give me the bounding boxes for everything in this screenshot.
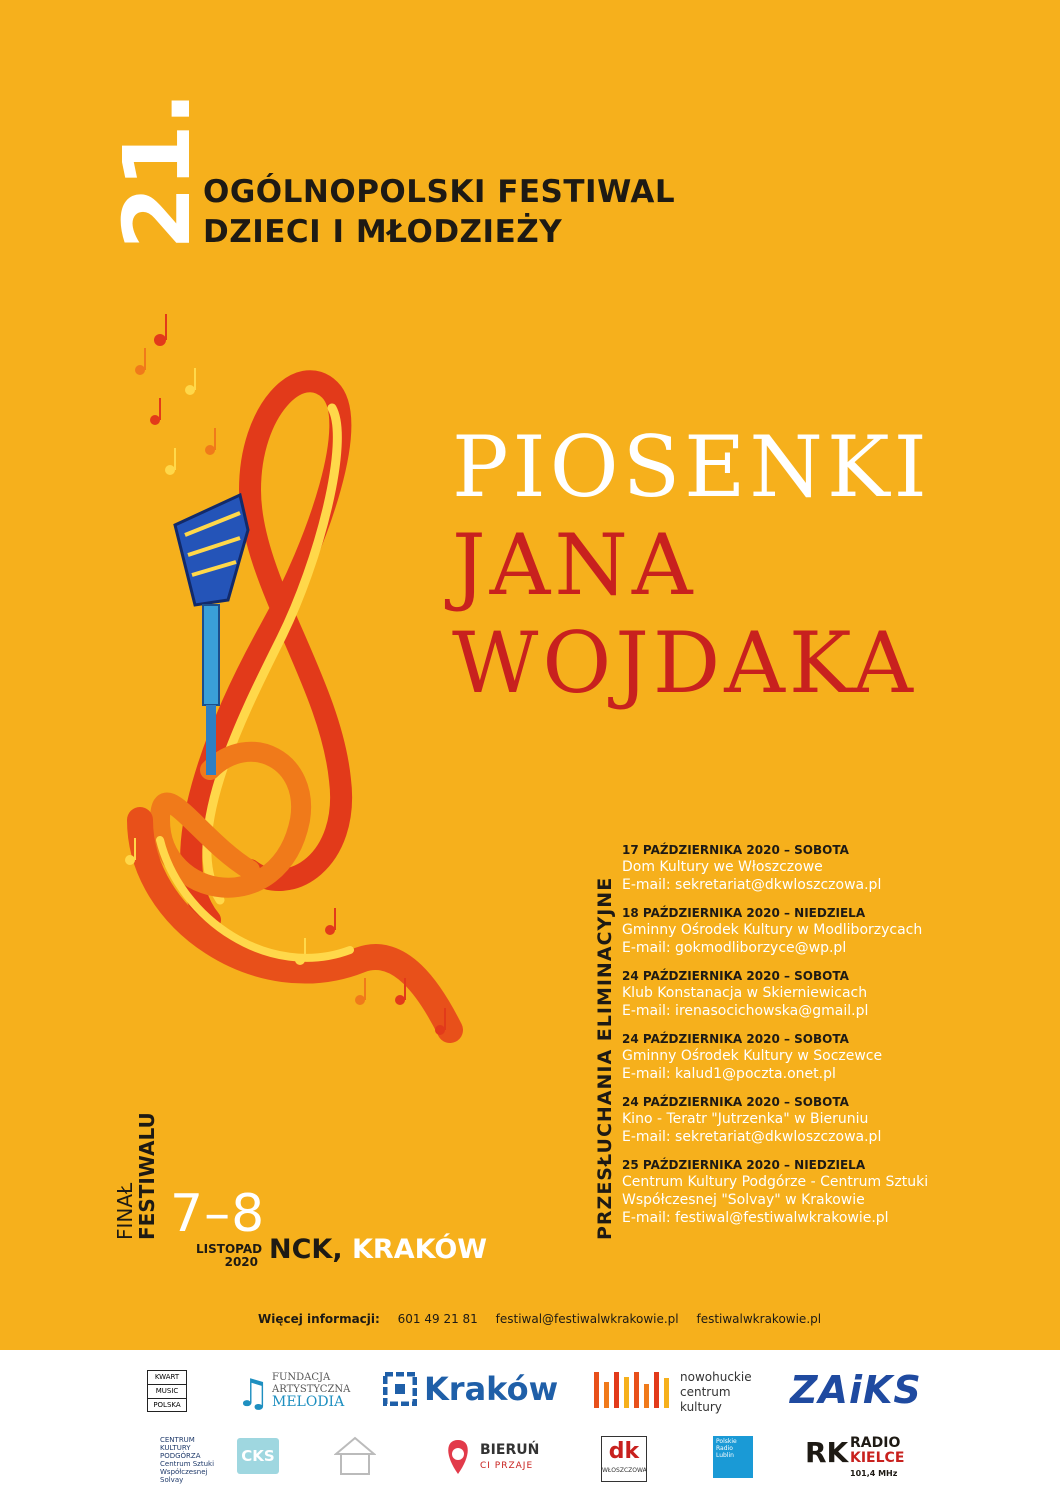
audition-venue: Gminny Ośrodek Kultury w Modliborzycach — [622, 922, 923, 938]
audition-email: E-mail: gokmodliborzyce@wp.pl — [622, 940, 847, 956]
ck-line4: Centrum Sztuki — [160, 1460, 215, 1468]
contact-phone[interactable]: 601 49 21 81 — [397, 1312, 478, 1326]
final-venue — [269, 1236, 487, 1263]
headline-line1: PIOSENKI — [452, 418, 931, 516]
final-label-line1: FINAŁ — [113, 1182, 137, 1240]
headline-line2: JANA — [452, 516, 697, 614]
krakow-logo: Kraków — [424, 1370, 559, 1408]
ck-line2: KULTURY — [160, 1444, 191, 1452]
music-note-icon: ♫ — [236, 1371, 271, 1415]
ck-podgorza-logo — [160, 1436, 214, 1484]
dk-wloszczowa-logo — [601, 1436, 647, 1482]
audition-item — [622, 1094, 1052, 1146]
audition-venue: Klub Konstanacja w Skierniewicach — [622, 985, 868, 1001]
dk-town: WŁOSZCZOWA — [602, 1467, 647, 1474]
ck-line5: Współczesnej — [160, 1468, 208, 1476]
treble-clef-microphone-illustration — [100, 300, 480, 1060]
audition-email: E-mail: sekretariat@dkwloszczowa.pl — [622, 877, 882, 893]
rk-mark: RK — [805, 1436, 849, 1469]
contact-label: Więcej informacji: — [258, 1312, 380, 1326]
audition-venue: Centrum Kultury Podgórze - Centrum Sztuki — [622, 1174, 929, 1190]
bierun-logo — [480, 1442, 539, 1474]
rk-line2: KIELCE — [850, 1450, 905, 1466]
nck-bars-icon — [594, 1372, 674, 1408]
prl-line1: Polskie — [716, 1438, 737, 1445]
final-label-line2: FESTIWALU — [135, 1112, 159, 1240]
final-month-year — [196, 1242, 263, 1269]
nck-line1: nowohuckie — [680, 1370, 752, 1384]
audition-date: 24 PAŹDZIERNIKA 2020 – SOBOTA — [622, 1095, 849, 1109]
nck-line2: centrum — [680, 1385, 731, 1399]
melodia-logo — [272, 1372, 350, 1408]
audition-date: 24 PAŹDZIERNIKA 2020 – SOBOTA — [622, 1032, 849, 1046]
nck-line3: kultury — [680, 1400, 722, 1414]
headline-line3: WOJDAKA — [452, 614, 917, 712]
ck-line6: Solvay — [160, 1476, 184, 1484]
festival-title-line1: OGÓLNOPOLSKI FESTIWAL — [203, 174, 676, 210]
auditions-list — [622, 842, 1052, 1238]
audition-date: 17 PAŹDZIERNIKA 2020 – SOBOTA — [622, 843, 849, 857]
bierun-name: BIERUŃ — [480, 1442, 540, 1458]
audition-date: 25 PAŹDZIERNIKA 2020 – NIEDZIELA — [622, 1158, 866, 1172]
final-venue-name: NCK, — [269, 1234, 343, 1265]
dk-mark: dk — [608, 1439, 640, 1464]
audition-venue: Gminny Ośrodek Kultury w Soczewce — [622, 1048, 883, 1064]
audition-date: 24 PAŹDZIERNIKA 2020 – SOBOTA — [622, 969, 849, 983]
gok-house-icon — [334, 1436, 376, 1476]
audition-item — [622, 842, 1052, 894]
audition-email: E-mail: festiwal@festiwalwkrakowie.pl — [622, 1210, 889, 1226]
polskie-radio-lublin-logo — [713, 1436, 753, 1478]
melodia-line3: MELODIA — [272, 1394, 345, 1410]
kwart-line2: MUSIC — [148, 1385, 186, 1399]
audition-venue: Dom Kultury we Włoszczowe — [622, 859, 823, 875]
krakow-emblem-icon — [383, 1372, 417, 1406]
rk-line1: RADIO — [850, 1435, 901, 1451]
auditions-label: PRZESŁUCHANIA ELIMINACYJNE — [594, 876, 616, 1240]
audition-venue-cont: Współczesnej "Solvay" w Krakowie — [622, 1192, 865, 1208]
bierun-slogan: CI PRZAJE — [480, 1461, 534, 1471]
audition-email: E-mail: sekretariat@dkwloszczowa.pl — [622, 1129, 882, 1145]
audition-email: E-mail: irenasocichowska@gmail.pl — [622, 1003, 869, 1019]
kwart-music-polska-logo — [147, 1370, 187, 1412]
final-days: 7–8 — [170, 1184, 266, 1244]
audition-email: E-mail: kalud1@poczta.onet.pl — [622, 1066, 836, 1082]
final-label — [114, 1112, 158, 1240]
cks-logo: CKS — [237, 1438, 279, 1474]
kwart-line3: POLSKA — [153, 1401, 181, 1409]
audition-item — [622, 1157, 1052, 1227]
final-year: 2020 — [224, 1255, 258, 1269]
ck-line1: CENTRUM — [160, 1436, 195, 1444]
melodia-line1: FUNDACJA — [272, 1372, 331, 1383]
festival-title — [203, 172, 675, 252]
ck-line3: PODGÓRZA — [160, 1452, 201, 1460]
bierun-emblem-icon — [443, 1438, 473, 1476]
festival-title-line2: DZIECI I MŁODZIEŻY — [203, 214, 563, 250]
contact-website[interactable]: festiwalwkrakowie.pl — [696, 1312, 822, 1326]
contact-email[interactable]: festiwal@festiwalwkrakowie.pl — [495, 1312, 679, 1326]
audition-venue: Kino - Teratr "Jutrzenka" w Bieruniu — [622, 1111, 869, 1127]
melodia-line2: ARTYSTYCZNA — [272, 1384, 351, 1395]
audition-item — [622, 968, 1052, 1020]
audition-date: 18 PAŹDZIERNIKA 2020 – NIEDZIELA — [622, 906, 866, 920]
headline — [452, 418, 931, 712]
final-month: LISTOPAD — [196, 1242, 263, 1256]
sponsor-logos-strip — [0, 1350, 1060, 1500]
edition-number: 21. — [104, 93, 211, 250]
contact-info — [258, 1312, 835, 1326]
final-venue-city: KRAKÓW — [352, 1234, 488, 1265]
nck-logo — [680, 1370, 752, 1415]
radio-kielce-logo — [850, 1436, 904, 1481]
kwart-line1: KWART — [148, 1371, 186, 1385]
prl-line3: Lublin — [716, 1452, 734, 1459]
rk-freq: 101,4 MHz — [850, 1469, 898, 1478]
audition-item — [622, 905, 1052, 957]
prl-line2: Radio — [716, 1445, 733, 1452]
audition-item — [622, 1031, 1052, 1083]
zaiks-logo: ZAiKS — [790, 1368, 922, 1412]
